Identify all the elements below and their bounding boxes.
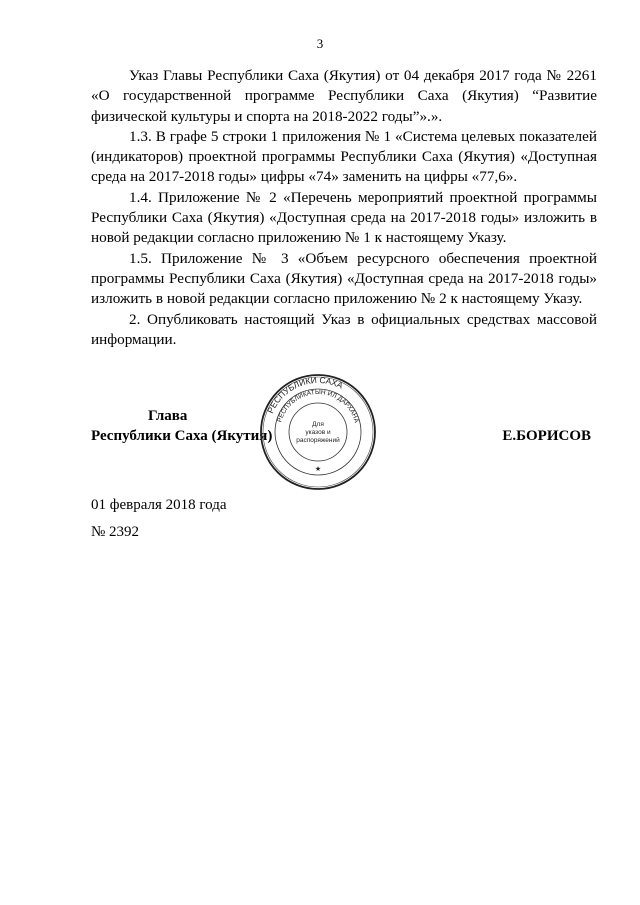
seal-outer-text: РЕСПУБЛИКИ САХА [265,374,345,415]
seal-center-line-2: указов и [305,429,331,436]
page-number: 3 [316,36,324,51]
paragraph-decree-reference: Указ Главы Республики Саха (Якутия) от 04 декабря 2017 года № 2261 «О государственной программе Республики Саха (Якутия) “Развитие физической культуры и спорта на 2018-2022 годы”».». [91,67,597,125]
signatory-organization: Республики Саха (Якутия) [91,428,273,444]
seal-center-line-3: распоряжений [296,437,340,444]
seal-graphic [258,372,378,492]
seal-inner-text: РЕСПУБЛИКАТЫН ИЛ ДАРХАНА [276,388,360,424]
paragraph-1-5: 1.5. Приложение № 3 «Объем ресурсного обеспечения проектной программы Республики Саха (Якутия) «Доступная среда на 2017-2018 годы» изложить в новой редакции согласно приложению № 2 к настоящему Указу. [91,249,597,308]
decree-body [91,66,597,350]
paragraph-1-4: 1.4. Приложение № 2 «Перечень мероприятий проектной программы Республики Саха (Якутия) «Доступная среда на 2017-2018 годы» изложить в новой редакции согласно приложению № 1 к настоящему Указу. [91,188,597,247]
decree-number: № 2392 [91,524,140,540]
seal-center-line-1: Для [312,421,324,428]
official-seal [258,372,378,492]
seal-star-icon: ★ [314,466,322,473]
decree-date: 01 февраля 2018 года [91,497,227,513]
signatory-name: Е.БОРИСОВ [502,428,591,444]
paragraph-1-3: 1.3. В графе 5 строки 1 приложения № 1 «Система целевых показателей (индикаторов) проектной программы Республики Саха (Якутия) «Доступная среда на 2017-2018 годы» цифры «74» заменить на цифры «77,6». [91,127,597,186]
signatory-title: Глава [148,408,188,424]
paragraph-2-publish: 2. Опубликовать настоящий Указ в официальных средствах массовой информации. [91,310,597,348]
